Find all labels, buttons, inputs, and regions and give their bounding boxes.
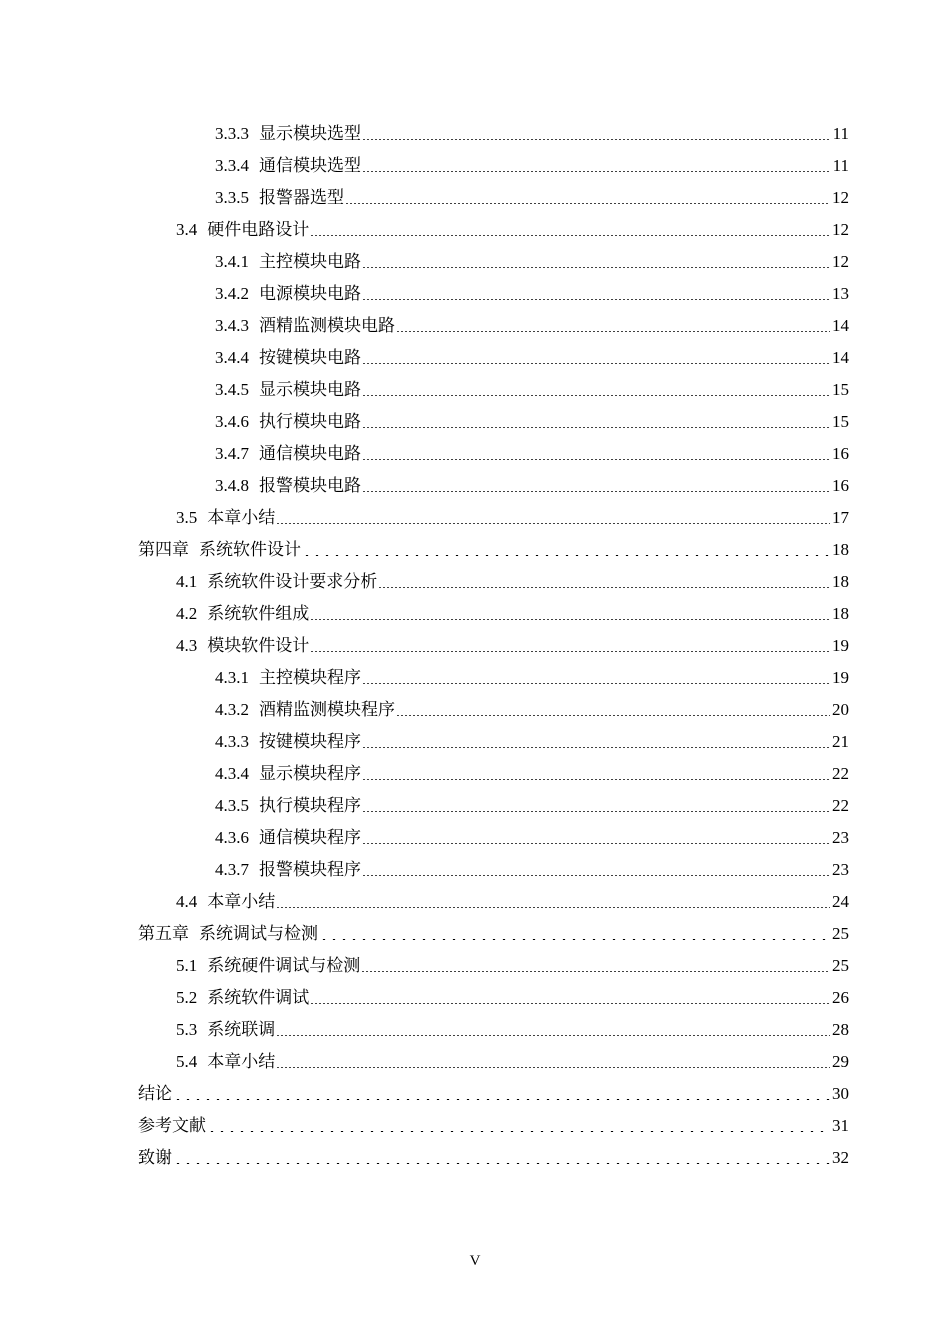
toc-entry-page: 28 [832, 1020, 849, 1039]
dot-leader [362, 406, 830, 438]
toc-entry-page: 29 [832, 1052, 849, 1071]
dot-leader [361, 950, 830, 982]
toc-entry[interactable] [0, 886, 950, 918]
toc-entry-page: 12 [832, 220, 849, 239]
toc-entry-number: 3.4.2 [215, 284, 249, 303]
toc-entry-page: 26 [832, 988, 849, 1007]
toc-entry-title: 按键模块程序 [259, 732, 361, 751]
toc-entry-number: 3.3.5 [215, 188, 249, 207]
toc-entry[interactable] [0, 470, 950, 502]
dot-leader [345, 182, 830, 214]
toc-entry-number: 4.3.6 [215, 828, 249, 847]
toc-entry-page: 14 [832, 348, 849, 367]
toc-entry-number: 4.3 [176, 636, 198, 655]
toc-entry-page: 24 [832, 892, 849, 911]
toc-entry-title: 结论 [138, 1084, 172, 1103]
dot-leader [276, 1014, 830, 1046]
toc-entry[interactable] [0, 1046, 950, 1078]
dot-leader [173, 1078, 830, 1110]
toc-entry-title: 报警模块电路 [259, 476, 361, 495]
toc-entry[interactable] [0, 502, 950, 534]
toc-entry-number: 5.4 [176, 1052, 198, 1071]
toc-entry-page: 18 [832, 572, 849, 591]
toc-entry[interactable] [0, 630, 950, 662]
toc-entry-title: 显示模块选型 [259, 124, 361, 143]
toc-entry[interactable] [0, 1078, 950, 1110]
toc-entry[interactable] [0, 790, 950, 822]
dot-leader [396, 694, 830, 726]
toc-entry-title: 执行模块程序 [259, 796, 361, 815]
toc-entry-title: 本章小结 [207, 508, 276, 527]
toc-entry[interactable] [0, 310, 950, 342]
dot-leader [362, 438, 830, 470]
toc-entry-title: 模块软件设计 [207, 636, 310, 655]
toc-entry[interactable] [0, 150, 950, 182]
toc-entry-page: 21 [832, 732, 849, 751]
toc-entry-page: 11 [832, 156, 849, 175]
toc-entry-title: 主控模块程序 [259, 668, 361, 687]
toc-entry-title: 通信模块电路 [259, 444, 361, 463]
toc-entry[interactable] [0, 342, 950, 374]
toc-entry-page: 16 [832, 476, 849, 495]
toc-entry-page: 25 [832, 956, 849, 975]
toc-entry-page: 32 [832, 1148, 849, 1167]
toc-entry-title: 酒精监测模块电路 [259, 316, 395, 335]
toc-entry-title: 系统软件调试 [207, 988, 310, 1007]
toc-entry-page: 22 [832, 764, 849, 783]
dot-leader [310, 982, 830, 1014]
toc-entry[interactable] [0, 438, 950, 470]
toc-entry[interactable] [0, 374, 950, 406]
toc-entry-number: 3.4.4 [215, 348, 249, 367]
toc-entry-page: 11 [832, 124, 849, 143]
toc-entry-title: 硬件电路设计 [207, 220, 310, 239]
dot-leader [276, 502, 830, 534]
toc-entry-number: 5.3 [176, 1020, 198, 1039]
toc-entry-title: 酒精监测模块程序 [259, 700, 395, 719]
toc-entry[interactable] [0, 758, 950, 790]
toc-entry-page: 31 [832, 1116, 849, 1135]
dot-leader [310, 214, 830, 246]
toc-entry[interactable] [0, 854, 950, 886]
toc-entry-title: 显示模块电路 [259, 380, 361, 399]
dot-leader [302, 534, 830, 566]
dot-leader [362, 822, 830, 854]
toc-entry-title: 报警模块程序 [259, 860, 361, 879]
toc-entry[interactable] [0, 534, 950, 566]
toc-entry-number: 3.4.3 [215, 316, 249, 335]
toc-entry-number: 3.3.4 [215, 156, 249, 175]
toc-entry-page: 16 [832, 444, 849, 463]
toc-entry-number: 4.3.3 [215, 732, 249, 751]
toc-entry-page: 20 [832, 700, 849, 719]
dot-leader [362, 374, 830, 406]
table-of-contents [0, 118, 950, 1174]
toc-entry-number: 3.4.6 [215, 412, 249, 431]
dot-leader [310, 598, 830, 630]
dot-leader [276, 1046, 830, 1078]
dot-leader [362, 118, 831, 150]
toc-entry[interactable] [0, 694, 950, 726]
toc-entry[interactable] [0, 1014, 950, 1046]
toc-entry-number: 3.4.1 [215, 252, 249, 271]
dot-leader [362, 758, 830, 790]
toc-entry-page: 17 [832, 508, 849, 527]
toc-entry-number: 4.3.5 [215, 796, 249, 815]
toc-entry[interactable] [0, 950, 950, 982]
toc-entry[interactable] [0, 662, 950, 694]
toc-entry-number: 4.2 [176, 604, 198, 623]
toc-entry-page: 22 [832, 796, 849, 815]
dot-leader [378, 566, 830, 598]
toc-entry-page: 19 [832, 636, 849, 655]
toc-entry-page: 25 [832, 924, 849, 943]
toc-entry-title: 电源模块电路 [259, 284, 361, 303]
dot-leader [362, 246, 830, 278]
toc-entry-number: 4.1 [176, 572, 198, 591]
toc-entry[interactable] [0, 822, 950, 854]
toc-entry[interactable] [0, 726, 950, 758]
dot-leader [207, 1110, 830, 1142]
toc-entry-title: 主控模块电路 [259, 252, 361, 271]
toc-entry-title: 按键模块电路 [259, 348, 361, 367]
toc-entry-number: 5.1 [176, 956, 198, 975]
toc-entry[interactable] [0, 182, 950, 214]
toc-entry-number: 第五章 [138, 924, 189, 943]
toc-entry[interactable] [0, 246, 950, 278]
toc-entry-page: 19 [832, 668, 849, 687]
dot-leader [173, 1142, 830, 1174]
toc-entry-title: 显示模块程序 [259, 764, 361, 783]
toc-entry-number: 3.3.3 [215, 124, 249, 143]
toc-entry-number: 4.4 [176, 892, 198, 911]
toc-entry-title: 本章小结 [207, 892, 276, 911]
toc-entry-page: 23 [832, 860, 849, 879]
dot-leader [362, 342, 830, 374]
toc-entry-number: 3.4.5 [215, 380, 249, 399]
toc-entry-number: 4.3.7 [215, 860, 249, 879]
toc-entry-title: 致谢 [138, 1148, 172, 1167]
toc-entry-title: 参考文献 [138, 1116, 206, 1135]
toc-entry-page: 18 [832, 604, 849, 623]
dot-leader [396, 310, 830, 342]
toc-entry-page: 12 [832, 188, 849, 207]
toc-entry-number: 3.4.8 [215, 476, 249, 495]
toc-entry[interactable] [0, 918, 950, 950]
dot-leader [362, 854, 830, 886]
toc-entry-number: 4.3.4 [215, 764, 249, 783]
toc-entry-page: 23 [832, 828, 849, 847]
toc-entry-title: 系统联调 [207, 1020, 276, 1039]
dot-leader [362, 662, 830, 694]
dot-leader [276, 886, 830, 918]
toc-entry[interactable] [0, 1142, 950, 1174]
page-number: V [469, 1253, 481, 1269]
toc-entry-number: 5.2 [176, 988, 198, 1007]
toc-entry-page: 18 [832, 540, 849, 559]
toc-entry[interactable] [0, 566, 950, 598]
toc-entry-title: 系统软件设计 [199, 540, 301, 559]
toc-entry-title: 系统硬件调试与检测 [207, 956, 361, 975]
toc-entry[interactable] [0, 278, 950, 310]
toc-entry-number: 3.5 [176, 508, 198, 527]
toc-entry-title: 报警器选型 [259, 188, 344, 207]
toc-entry[interactable] [0, 1110, 950, 1142]
toc-entry-title: 系统软件设计要求分析 [207, 572, 378, 591]
dot-leader [362, 726, 830, 758]
toc-entry-page: 14 [832, 316, 849, 335]
toc-entry-number: 第四章 [138, 540, 189, 559]
dot-leader [362, 470, 830, 502]
dot-leader [362, 150, 831, 182]
dot-leader [362, 278, 830, 310]
toc-entry-title: 通信模块程序 [259, 828, 361, 847]
toc-entry-number: 3.4 [176, 220, 198, 239]
toc-entry[interactable] [0, 214, 950, 246]
toc-entry-title: 执行模块电路 [259, 412, 361, 431]
dot-leader [362, 790, 830, 822]
toc-entry-number: 4.3.1 [215, 668, 249, 687]
toc-entry-title: 本章小结 [207, 1052, 276, 1071]
toc-entry[interactable] [0, 982, 950, 1014]
toc-entry-number: 3.4.7 [215, 444, 249, 463]
toc-entry-title: 系统软件组成 [207, 604, 310, 623]
toc-entry-number: 4.3.2 [215, 700, 249, 719]
toc-entry-page: 12 [832, 252, 849, 271]
dot-leader [319, 918, 830, 950]
toc-entry-title: 系统调试与检测 [199, 924, 318, 943]
toc-entry-page: 30 [832, 1084, 849, 1103]
toc-entry-title: 通信模块选型 [259, 156, 361, 175]
toc-entry-page: 13 [832, 284, 849, 303]
toc-entry[interactable] [0, 406, 950, 438]
dot-leader [310, 630, 830, 662]
toc-entry[interactable] [0, 118, 950, 150]
toc-entry-page: 15 [832, 380, 849, 399]
toc-entry-page: 15 [832, 412, 849, 431]
toc-entry[interactable] [0, 598, 950, 630]
